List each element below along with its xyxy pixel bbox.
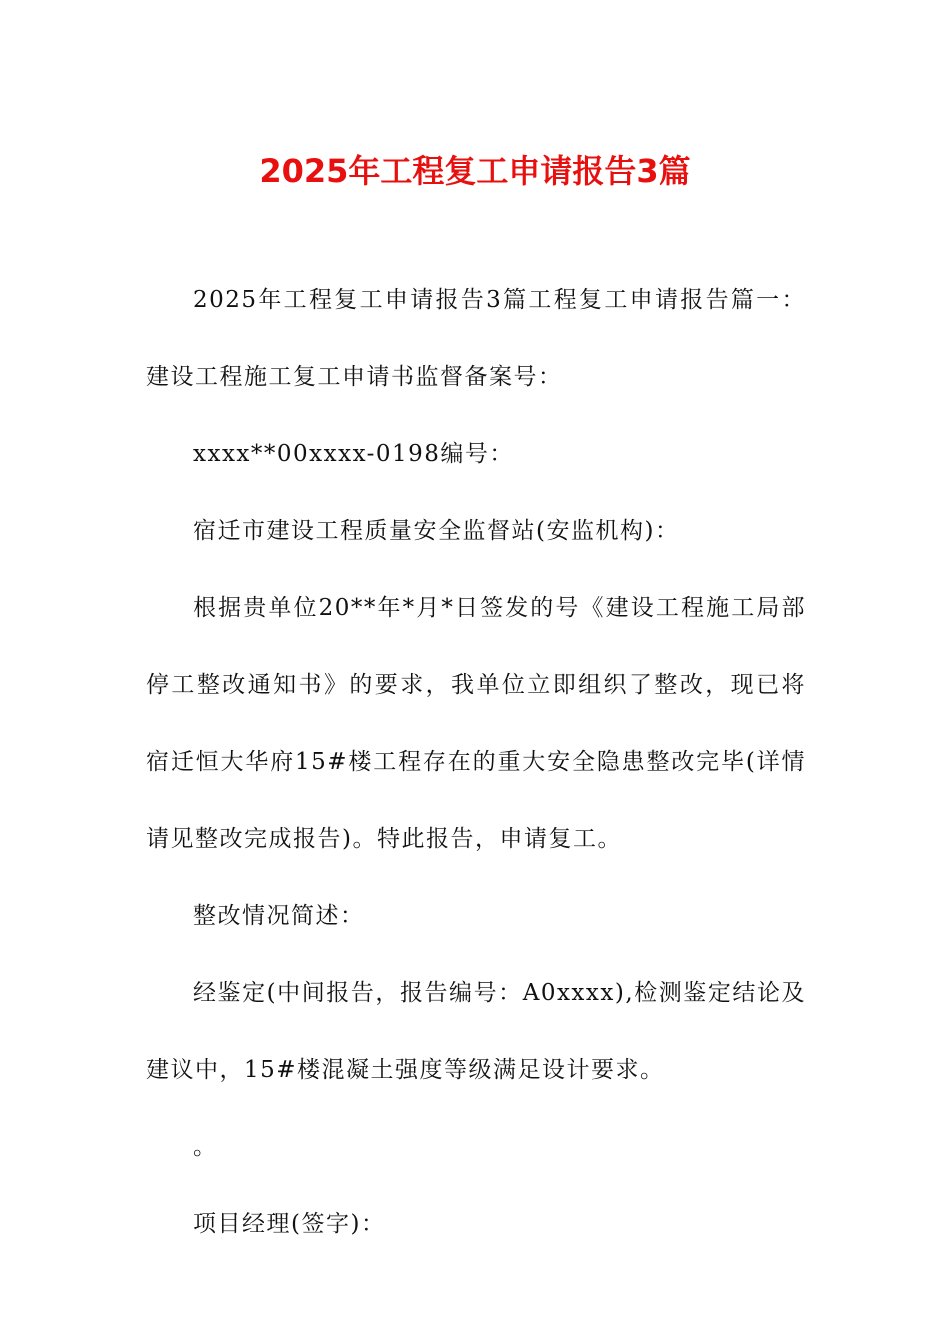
paragraph-intro: 2025年工程复工申请报告3篇工程复工申请报告篇一：建设工程施工复工申请书监督备案号： bbox=[146, 287, 806, 390]
paragraph-recipient: 宿迁市建设工程质量安全监督站(安监机构)： bbox=[193, 518, 680, 544]
paragraph-period: 。 bbox=[193, 1134, 218, 1160]
paragraph-appraisal: 经鉴定(中间报告，报告编号：A0xxxx),检测鉴定结论及建议中，15#楼混凝土强度等级满足设计要求。 bbox=[146, 980, 806, 1083]
paragraph-main-content: 根据贵单位20**年*月*日签发的号《建设工程施工局部停工整改通知书》的要求，我单位立即组织了整改，现已将宿迁恒大华府15#楼工程存在的重大安全隐患整改完毕(详情请见整改完成报告)。特此报告，申请复工。 bbox=[146, 595, 806, 852]
document-body bbox=[146, 262, 806, 1263]
paragraph-summary-heading: 整改情况简述： bbox=[193, 903, 365, 929]
document-title: 2025年工程复工申请报告3篇 bbox=[259, 152, 691, 190]
paragraph-record-number: xxxx**00xxxx-0198编号： bbox=[193, 441, 514, 467]
paragraph-project-manager: 项目经理(签字)： bbox=[193, 1211, 386, 1237]
